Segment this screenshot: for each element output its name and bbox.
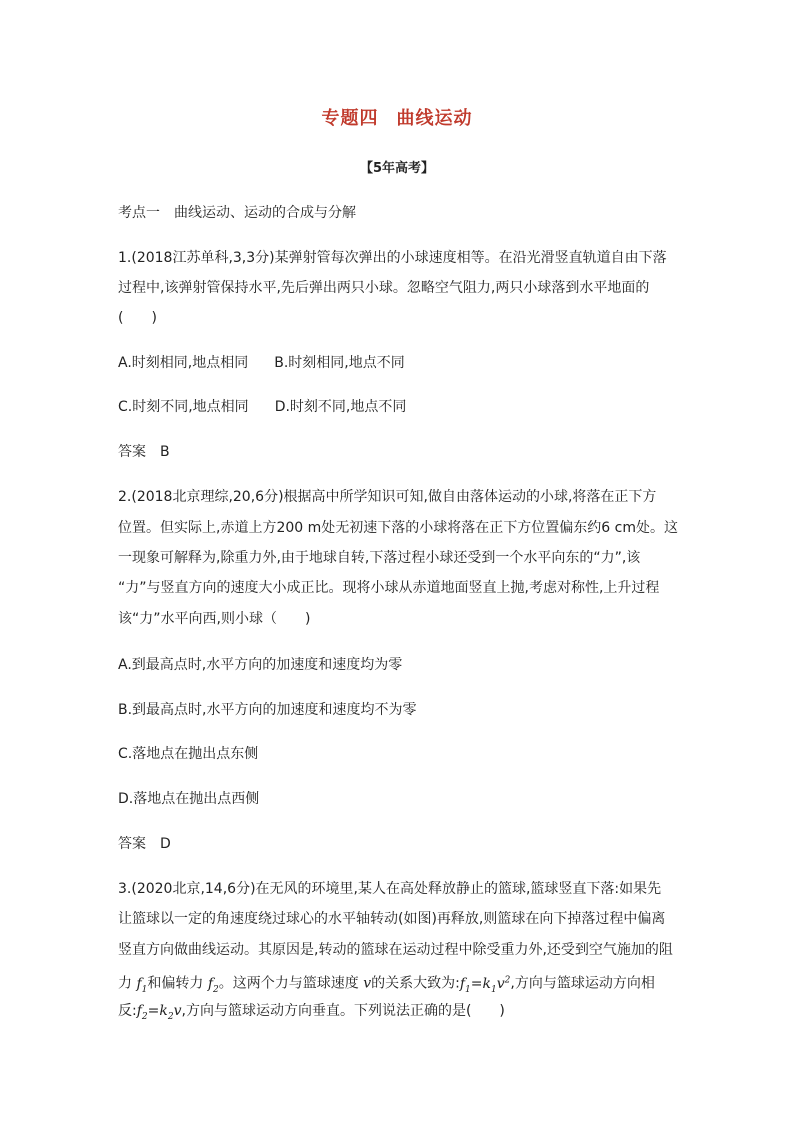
q1-options-row-2	[118, 397, 406, 417]
q1-option-a: A.时刻相同,地点相同	[118, 355, 249, 371]
q2-option-a: A.到最高点时,水平方向的加速度和速度均为零	[118, 657, 403, 673]
q3-text-direction-1: ,方向与篮球运动方向相	[510, 975, 655, 992]
q3-text-direction-2: ,方向与篮球运动方向垂直。下列说法正确的是( )	[181, 1003, 505, 1019]
q3-line-4	[118, 970, 655, 999]
q3-text-force: 力	[118, 975, 132, 992]
q3-text-deflect: 和偏转力	[147, 975, 204, 992]
q1-option-c: C.时刻不同,地点相同	[118, 399, 249, 415]
q1-answer: 答案 B	[118, 444, 170, 460]
section-subtitle: 【5年高考】	[359, 161, 435, 176]
q3-text-opposite: 反:	[118, 1003, 137, 1019]
page-title	[0, 104, 794, 130]
q2-line-2: 位置。但实际上,赤道上方200 m处无初速下落的小球将落在正下方位置偏东约6 cm处。这	[118, 520, 678, 536]
q2-line-3: 一现象可解释为,除重力外,由于地球自转,下落过程小球还受到一个水平向东的“力”,该	[118, 550, 641, 566]
symbol-f2: $f_2$	[207, 975, 219, 995]
formula-f2: $f_2=k_2v$	[136, 1003, 182, 1022]
q1-option-d: D.时刻不同,地点不同	[274, 399, 407, 415]
q2-line-4: “力”与竖直方向的速度大小成正比。现将小球从赤道地面竖直上抛,考虑对称性,上升过程	[118, 580, 660, 596]
q3-line-3: 竖直方向做曲线运动。其原因是,转动的篮球在运动过程中除受重力外,还受到空气施加的阻	[118, 942, 673, 958]
topic-heading: 考点一 曲线运动、运动的合成与分解	[118, 205, 356, 221]
q2-line-1: 2.(2018北京理综,20,6分)根据高中所学知识可知,做自由落体运动的小球,将落在正下方	[118, 489, 657, 505]
q1-line-2: 过程中,该弹射管保持水平,先后弹出两只小球。忽略空气阻力,两只小球落到水平地面的	[118, 280, 650, 296]
q2-option-c: C.落地点在抛出点东侧	[118, 746, 259, 762]
q2-option-d: D.落地点在抛出点西侧	[118, 791, 260, 807]
q2-line-5: 该“力”水平向西,则小球（ )	[118, 611, 311, 627]
q1-line-1: 1.(2018江苏单科,3,3分)某弹射管每次弹出的小球速度相等。在沿光滑竖直轨道自由下落	[118, 250, 667, 266]
q3-line-1: 3.(2020北京,14,6分)在无风的环境里,某人在高处释放静止的篮球,篮球竖直下落:如果先	[118, 881, 662, 897]
q3-line-2: 让篮球以一定的角速度绕过球心的水平轴转动(如图)再释放,则篮球在向下掉落过程中偏离	[118, 911, 666, 927]
q3-text-relation: 。这两个力与篮球速度	[218, 975, 359, 992]
q3-line-5	[118, 1001, 505, 1027]
title-subject: 曲线运动	[396, 108, 473, 129]
q1-line-3: ( )	[118, 310, 157, 326]
q2-answer: 答案 D	[118, 836, 171, 852]
q1-options-row-1	[118, 353, 405, 373]
q2-option-b: B.到最高点时,水平方向的加速度和速度均不为零	[118, 702, 417, 718]
q3-text-approx: 的关系大致为:	[371, 975, 460, 992]
q1-option-b: B.时刻相同,地点不同	[274, 355, 405, 371]
symbol-f1: $f_1$	[136, 975, 148, 995]
formula-f1: $f_1=k_1v^2$	[459, 975, 511, 995]
title-topic: 专题四	[321, 108, 379, 129]
symbol-v: v	[363, 975, 372, 992]
